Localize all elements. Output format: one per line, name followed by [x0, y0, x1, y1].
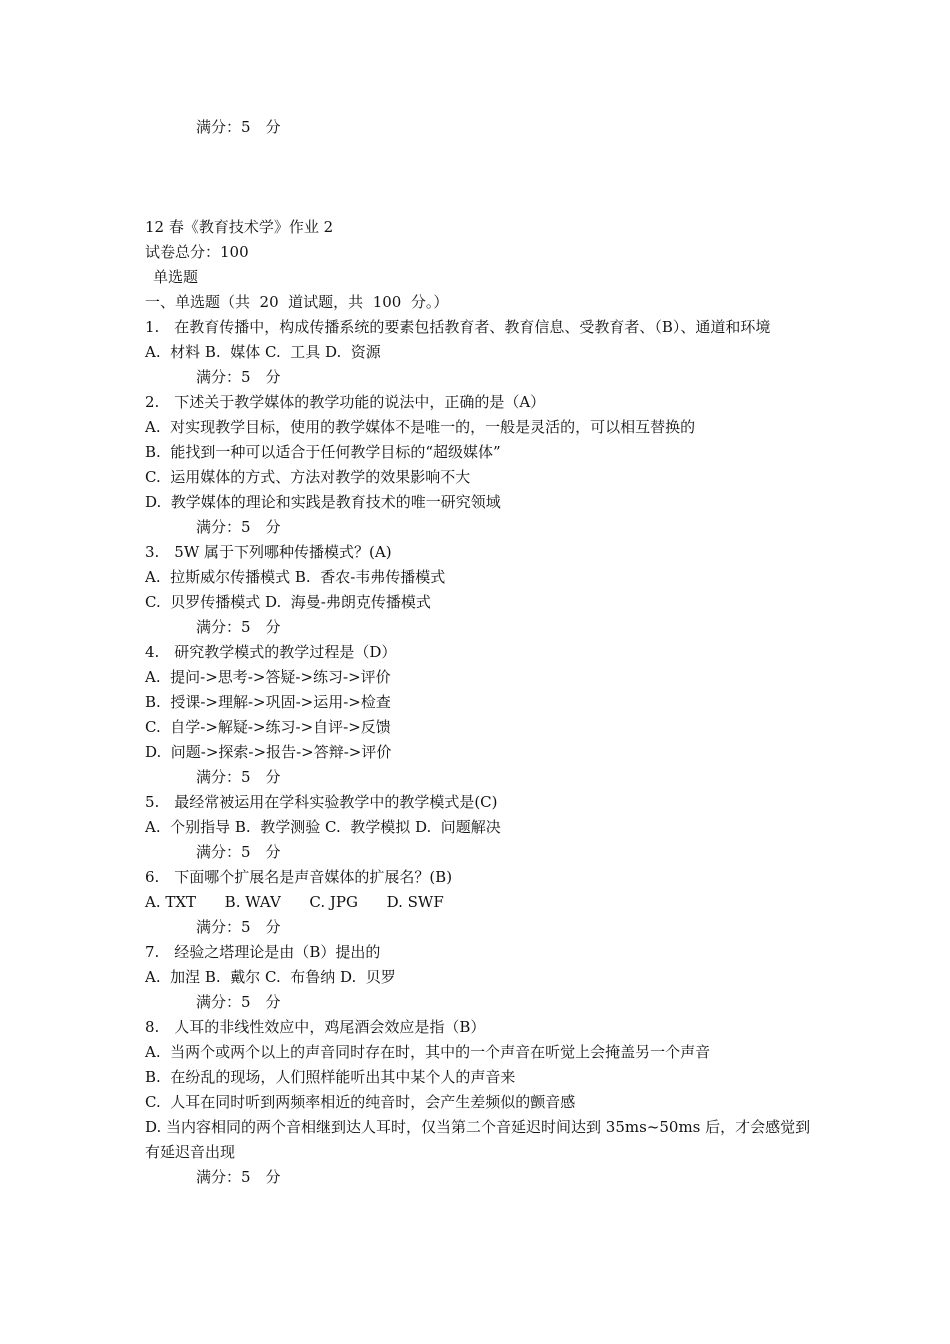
question-2-option-d: D. 教学媒体的理论和实践是教育技术的唯一研究领域: [145, 493, 501, 511]
question-8-option-b: B. 在纷乱的现场，人们照样能听出其中某个人的声音来: [145, 1068, 516, 1086]
question-2-stem: 2. 下述关于教学媒体的教学功能的说法中，正确的是（A）: [145, 393, 546, 411]
question-4-option-a: A. 提问->思考->答疑->练习->评价: [145, 668, 391, 686]
question-8-stem: 8. 人耳的非线性效应中，鸡尾酒会效应是指（B）: [145, 1018, 486, 1036]
exam-content: [145, 215, 815, 1190]
question-7-stem: 7. 经验之塔理论是由（B）提出的: [145, 943, 381, 961]
question-2-score: 满分：5 分: [196, 518, 281, 536]
question-5-options: A. 个别指导 B. 教学测验 C. 教学模拟 D. 问题解决: [145, 818, 501, 836]
question-5-stem: 5. 最经常被运用在学科实验教学中的教学模式是(C): [145, 793, 498, 811]
question-4-score: 满分：5 分: [196, 768, 281, 786]
question-5-score: 满分：5 分: [196, 843, 281, 861]
question-4-option-c: C. 自学->解疑->练习->自评->反馈: [145, 718, 391, 736]
question-7-options: A. 加涅 B. 戴尔 C. 布鲁纳 D. 贝罗: [145, 968, 396, 986]
section-type: 单选题: [153, 268, 199, 286]
question-4-option-b: B. 授课->理解->巩固->运用->检查: [145, 693, 391, 711]
exam-total-score: 试卷总分：100: [145, 243, 249, 261]
question-1-score: 满分：5 分: [196, 368, 281, 386]
question-8-option-a: A. 当两个或两个以上的声音同时存在时，其中的一个声音在听觉上会掩盖另一个声音: [145, 1043, 711, 1061]
question-4-stem: 4. 研究教学模式的教学过程是（D）: [145, 643, 397, 661]
question-3-stem: 3. 5W 属于下列哪种传播模式？(A): [145, 543, 392, 561]
question-8-option-c: C. 人耳在同时听到两频率相近的纯音时，会产生差频似的颤音感: [145, 1093, 576, 1111]
question-6-score: 满分：5 分: [196, 918, 281, 936]
question-7-score: 满分：5 分: [196, 993, 281, 1011]
question-3-score: 满分：5 分: [196, 618, 281, 636]
section-description: 一、单选题（共 20 道试题，共 100 分。）: [145, 293, 449, 311]
question-2-option-c: C. 运用媒体的方式、方法对教学的效果影响不大: [145, 468, 471, 486]
question-2-option-b: B. 能找到一种可以适合于任何教学目标的“超级媒体”: [145, 443, 501, 461]
question-1-options: A. 材料 B. 媒体 C. 工具 D. 资源: [145, 343, 381, 361]
top-score: 满分：5 分: [196, 118, 281, 136]
question-8-option-d: D. 当内容相同的两个音相继到达人耳时，仅当第二个音延迟时间达到 35ms~50ms 后，才会感觉到有延迟音出现: [145, 1118, 811, 1161]
question-6-options: A. TXT B. WAV C. JPG D. SWF: [145, 893, 444, 911]
question-6-stem: 6. 下面哪个扩展名是声音媒体的扩展名？(B): [145, 868, 453, 886]
question-3-options-ab: A. 拉斯威尔传播模式 B. 香农-韦弗传播模式: [145, 568, 446, 586]
question-2-option-a: A. 对实现教学目标，使用的教学媒体不是唯一的，一般是灵活的，可以相互替换的: [145, 418, 696, 436]
question-1-stem: 1. 在教育传播中，构成传播系统的要素包括教育者、教育信息、受教育者、（B）、通道和环境: [145, 318, 771, 336]
question-4-option-d: D. 问题->探索->报告->答辩->评价: [145, 743, 392, 761]
question-3-options-cd: C. 贝罗传播模式 D. 海曼-弗朗克传播模式: [145, 593, 431, 611]
exam-title: 12 春《教育技术学》作业 2: [145, 218, 334, 236]
question-8-score: 满分：5 分: [196, 1168, 281, 1186]
